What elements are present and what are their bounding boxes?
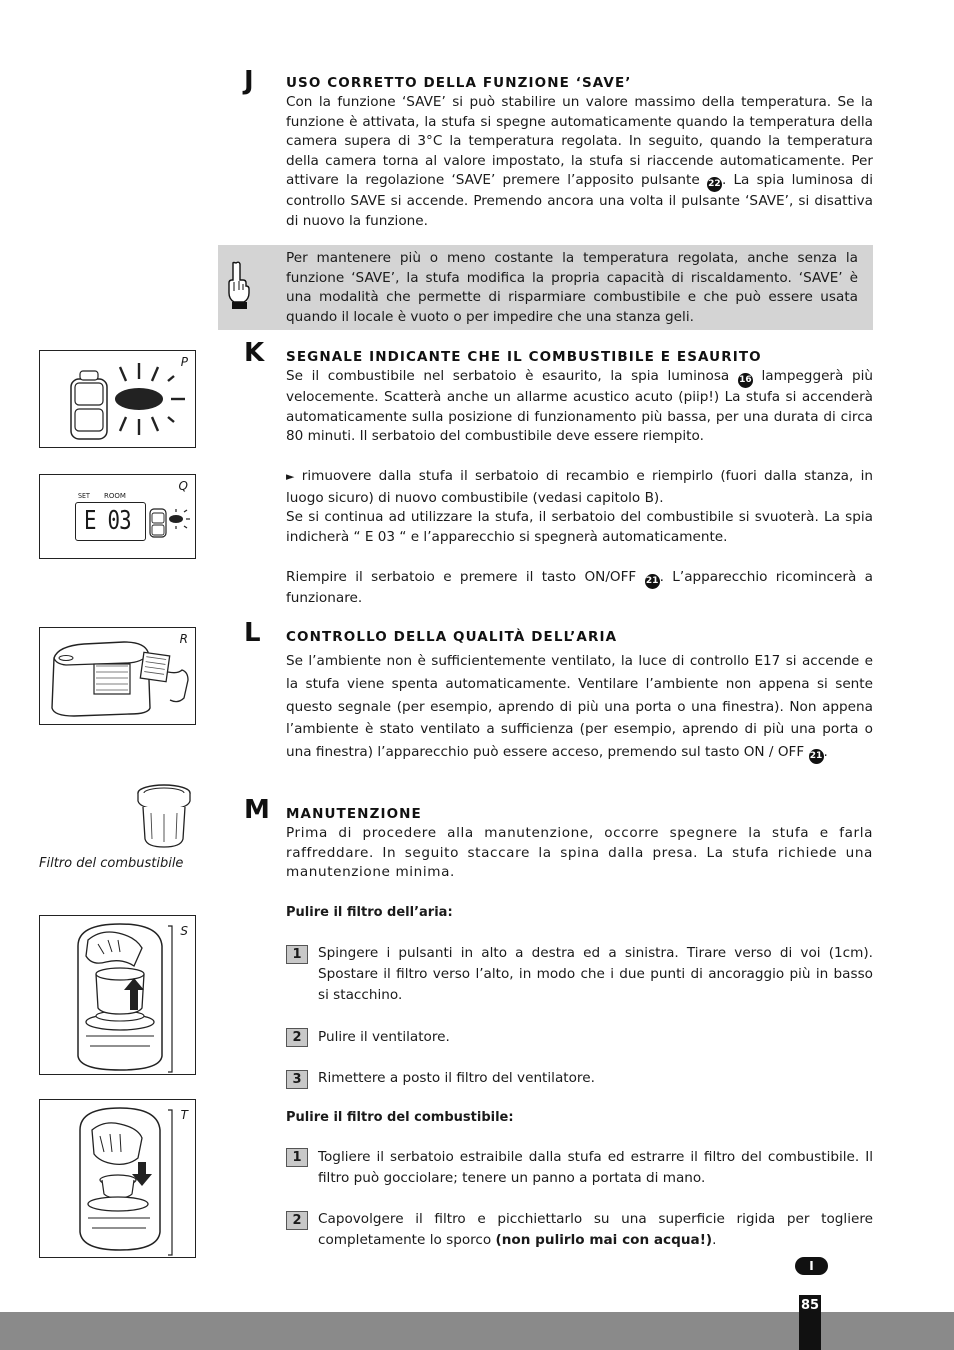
ref-16-badge: 16	[738, 373, 753, 388]
figure-t-label: T	[180, 1108, 188, 1122]
air-step-3-text: Rimettere a posto il filtro del ventilatore.	[318, 1070, 595, 1086]
fuel-step-2-number: 2	[286, 1211, 308, 1230]
section-body-k	[286, 367, 873, 447]
section-l-end: .	[823, 744, 828, 761]
section-j-text-2: . La spia luminosa di controllo SAVE si accende. Premendo ancora una volta il pulsante ‘SAVE’, si disattiva di nuovo la funzione.	[286, 172, 873, 229]
section-letter-m: M	[244, 795, 270, 825]
figure-q-label: Q	[178, 479, 188, 493]
fuel-step-1-number: 1	[286, 1148, 308, 1167]
air-step-3-number: 3	[286, 1070, 308, 1089]
heater-air-filter-illustration	[40, 628, 195, 724]
flashing-indicator-illustration	[40, 351, 195, 447]
fuel-filter-removal-illustration	[40, 1100, 195, 1257]
language-badge: I	[795, 1257, 828, 1275]
air-step-1-number: 1	[286, 945, 308, 964]
note-box	[218, 245, 873, 330]
fuel-step-2-text	[318, 1209, 873, 1251]
section-letter-l: L	[244, 618, 261, 648]
ref-22-badge: 22	[707, 177, 722, 192]
fuel-step-2-text-c: .	[712, 1232, 717, 1248]
page-number: 85	[799, 1295, 821, 1350]
figure-p-label: P	[180, 355, 188, 369]
indicator-light-icon	[148, 501, 194, 545]
section-body-l	[286, 650, 873, 764]
bullet-item	[286, 466, 873, 509]
section-k-text-1: Se il combustibile nel serbatoio è esaurito, la spia luminosa	[286, 368, 730, 384]
section-k-text-2: lampeggerà più velocemente. Scatterà anche un allarme acustico acuto (piip!) La stufa si accenderà automaticamente sulla posizione di funzionamento più bassa, per una durata di circa 80 minuti. Il serbatoio del combustibile deve essere riempito.	[286, 368, 873, 444]
air-step-2-text: Pulire il ventilatore.	[318, 1029, 450, 1045]
bullet-arrow-icon: ►	[286, 470, 295, 483]
error-code-display: E 03	[84, 506, 131, 536]
display-screen	[75, 502, 146, 541]
fuel-step-2-warning: (non pulirlo mai con acqua!)	[495, 1232, 713, 1248]
set-label: SET	[78, 492, 90, 500]
fuel-filter-icon	[135, 783, 193, 851]
air-step-1-text: Spingere i pulsanti in alto a destra ed a sinistra. Tirare verso di voi (1cm). Spostare il filtro verso l’alto, in modo che i due punti di ancoraggio più in basso si stacchino.	[318, 945, 873, 1003]
fuel-filter-caption: Filtro del combustibile	[39, 856, 184, 871]
figure-q	[39, 474, 196, 559]
note-text: Per mantenere più o meno costante la temperatura regolata, anche senza la funzione ‘SAVE’, la stufa modifica la propria capacità di riscaldamento. ‘SAVE’ è una modalità che permette di risparmiare combustibile e che può essere usata quando il locale è vuoto o per impedire che una stanza geli.	[286, 250, 858, 325]
ref-21-badge: 21	[645, 574, 660, 589]
section-l-text: Se l’ambiente non è sufficientemente ventilato, la luce di controllo E17 si accende e la stufa viene spenta automaticamente. Ventilare l’ambiente non appena si sente questo segnale (per esempio, aprendo di più una porta o una finestra). Non appena l’ambiente è stato ventilato a sufficienza (per esempio, aprendo di più una porta o una finestra) l’apparecchio può essere acceso, premendo sul tasto ON / OFF	[286, 653, 873, 761]
fuel-step-2-text-a: Capovolgere il filtro e picchiettarlo su una superficie rigida per togliere completamente lo sporco	[318, 1211, 873, 1248]
section-k-text-4b: . L’apparecchio ricomincerà a funzionare.	[286, 569, 873, 606]
figure-p	[39, 350, 196, 448]
section-k-text-4a: Riempire il serbatoio e premere il tasto ON/OFF	[286, 569, 637, 585]
section-body-j	[286, 93, 873, 231]
ref-21-badge-l: 21	[809, 749, 824, 764]
air-step-2-number: 2	[286, 1028, 308, 1047]
section-body-m: Prima di procedere alla manutenzione, occorre spegnere la stufa e farla raffreddare. In seguito staccare la spina dalla presa. La stufa richiede una manutenzione minima.	[286, 825, 873, 880]
fuel-step-1-text: Togliere il serbatoio estraibile dalla stufa ed estrarre il filtro del combustibile. Il filtro può gocciolare; tenere un panno a portata di mano.	[318, 1149, 873, 1186]
figure-r-label: R	[179, 632, 188, 646]
section-letter-k: K	[244, 338, 265, 368]
section-k-body-4	[286, 568, 873, 609]
figure-r	[39, 627, 196, 725]
room-label: ROOM	[104, 492, 126, 500]
section-title-m: MANUTENZIONE	[286, 806, 422, 822]
section-title-l: CONTROLLO DELLA QUALITÀ DELL’ARIA	[286, 629, 618, 645]
section-letter-j: J	[244, 66, 254, 96]
section-j-text-1: Con la funzione ‘SAVE’ si può stabilire un valore massimo della temperatura. Se la funzione è attivata, la stufa si spegne automaticamente quando la temperatura della camera supera di 3°C la temperatura regolata. In seguito, quando la temperatura della camera torna al valore impostato, la stufa si riaccende automaticamente. Per attivare la regolazione ‘SAVE’ premere l’apposito pulsante	[286, 94, 873, 188]
figure-s	[39, 915, 196, 1075]
fuel-filter-title: Pulire il filtro del combustibile:	[286, 1110, 514, 1125]
bullet-text: rimuovere dalla stufa il serbatoio di recambio e riempirlo (fuori dalla stanza, in luogo sicuro) di nuovo combustibile (vedasi capitolo B).	[286, 468, 873, 506]
section-title-j: USO CORRETTO DELLA FUNZIONE ‘SAVE’	[286, 75, 632, 91]
section-title-k: SEGNALE INDICANTE CHE IL COMBUSTIBILE E ESAURITO	[286, 349, 762, 365]
pointing-hand-icon	[226, 261, 252, 311]
figure-t	[39, 1099, 196, 1258]
figure-s-label: S	[180, 924, 188, 938]
section-k-body-3: Se si continua ad utilizzare la stufa, il serbatoio del combustibile si svuoterà. La spia indicherà “ E 03 “ e l’apparecchio si spegnerà automaticamente.	[286, 509, 873, 545]
air-filter-removal-illustration	[40, 916, 195, 1074]
air-filter-title: Pulire il filtro dell’aria:	[286, 905, 453, 920]
